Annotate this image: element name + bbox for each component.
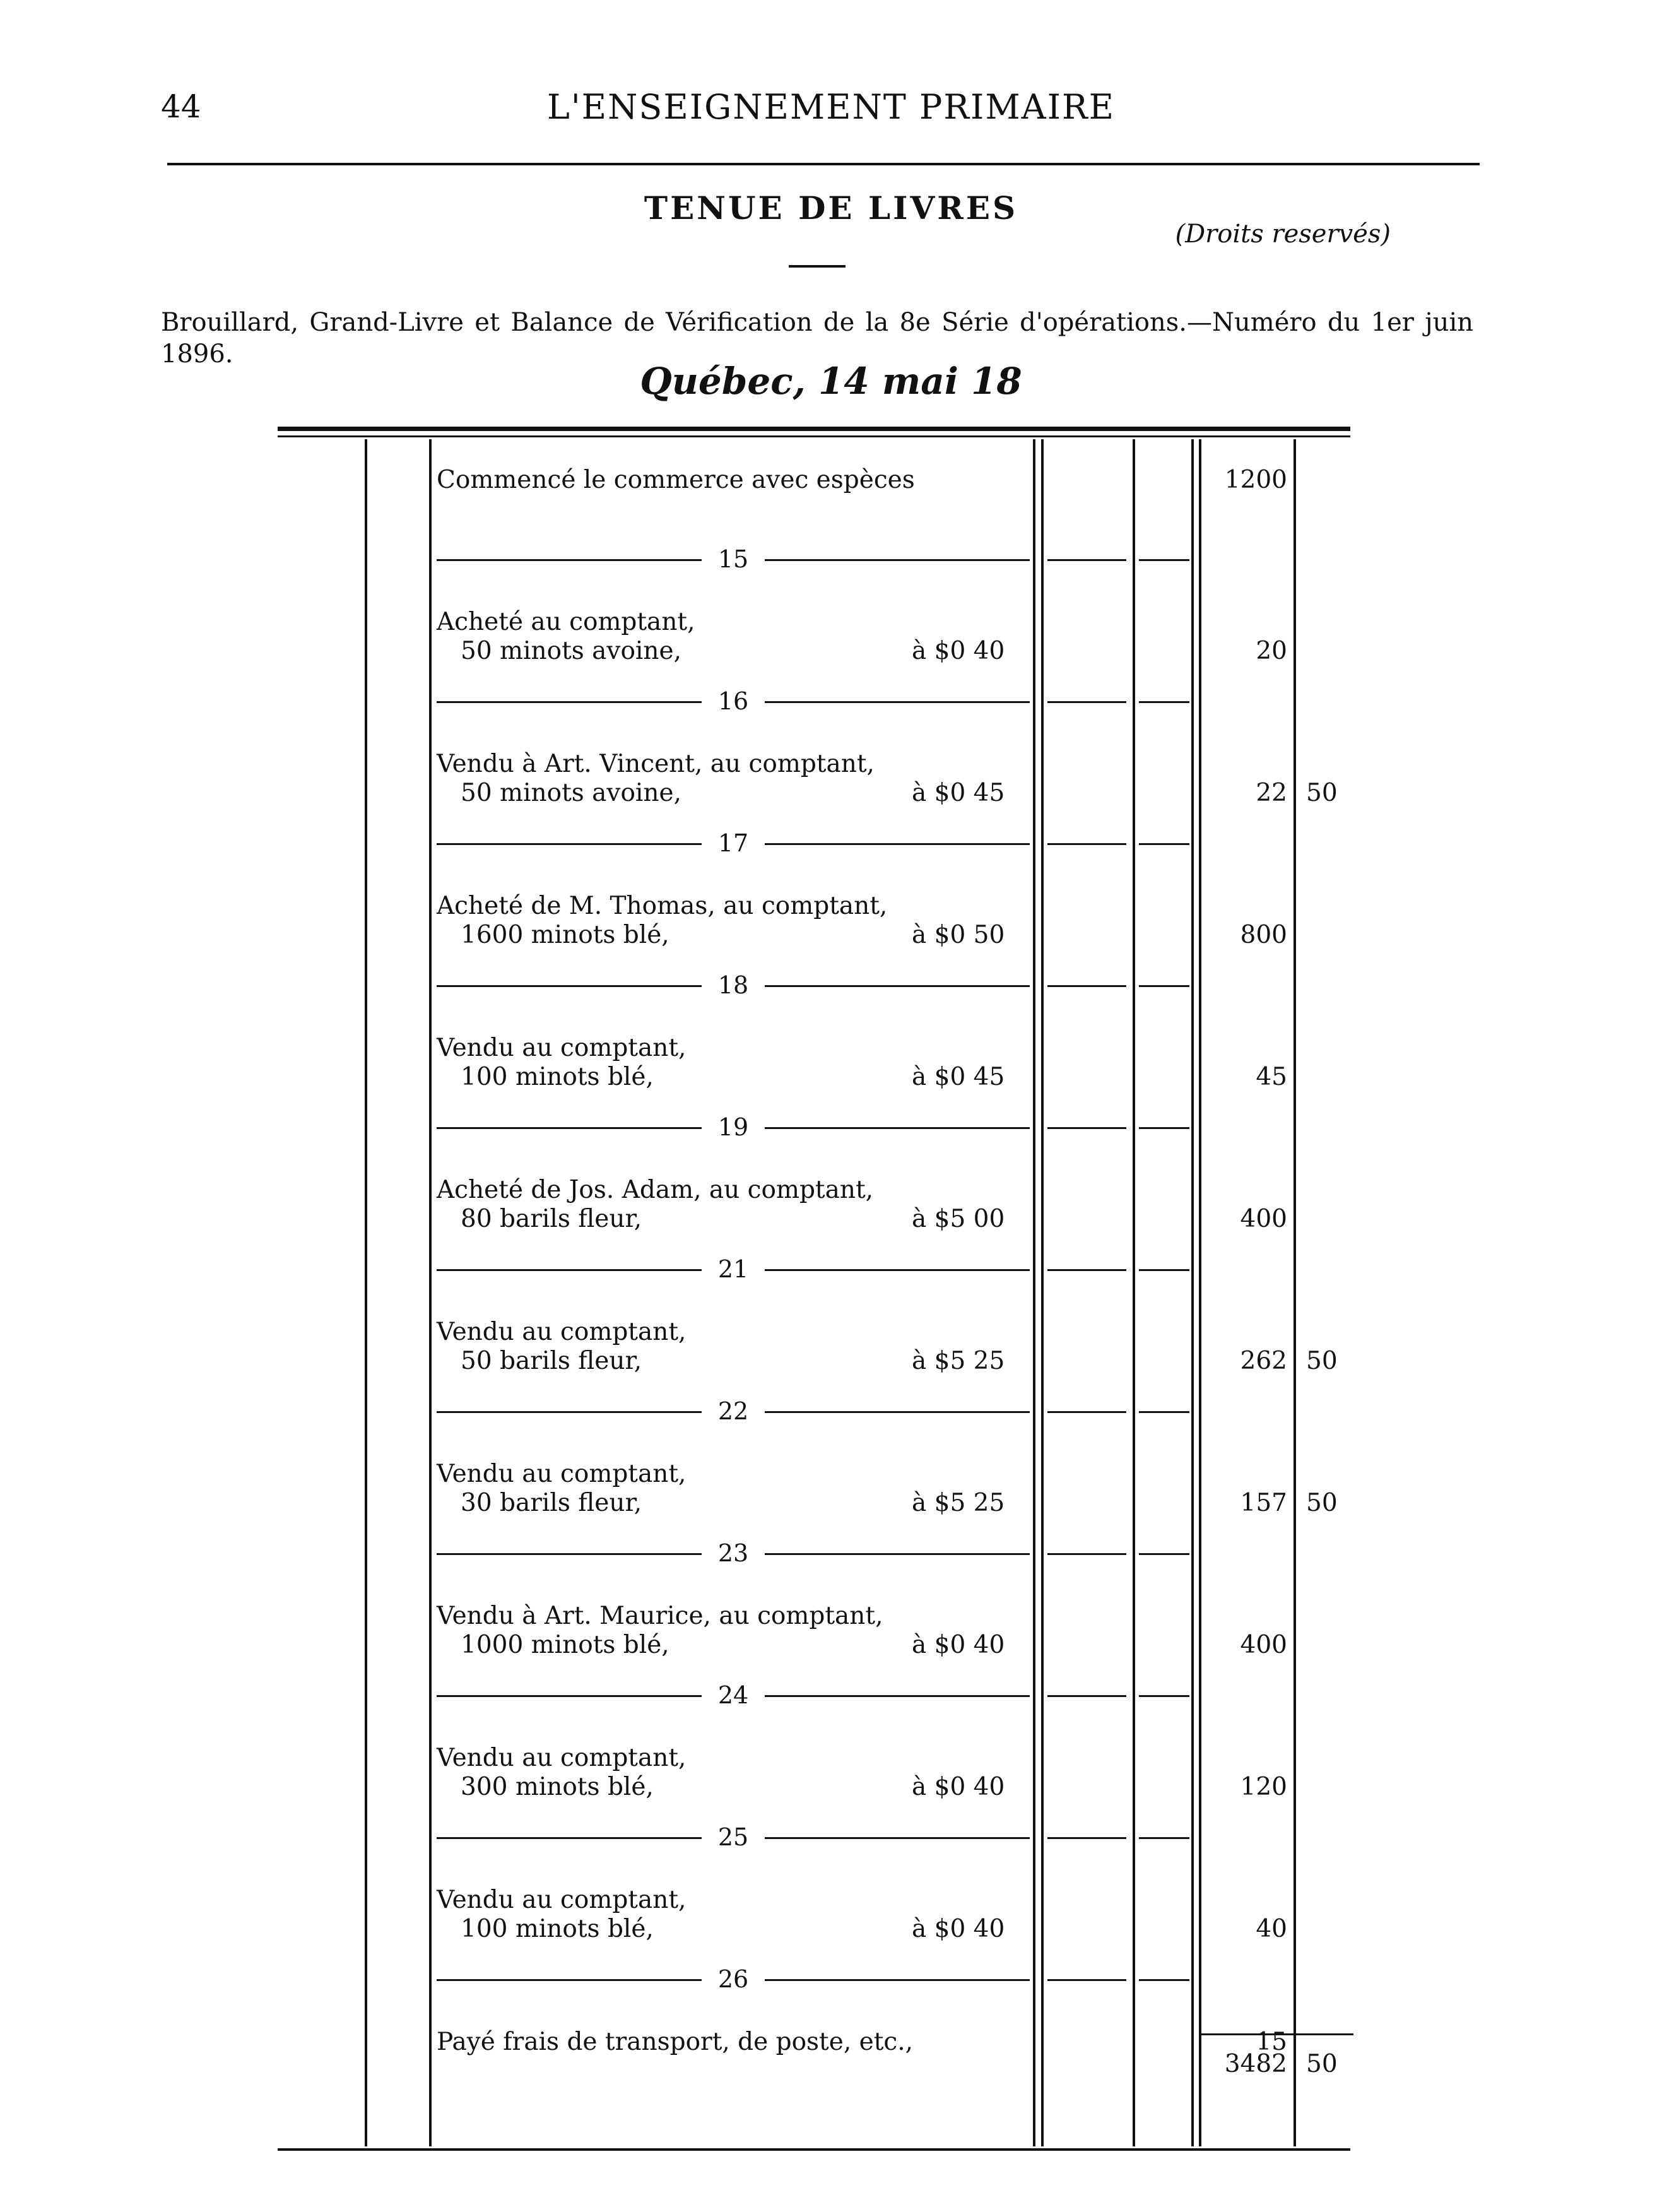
entry-description — [437, 892, 887, 950]
entry-amount: 45 — [1256, 1063, 1287, 1091]
entry-amount: 400 — [1240, 1631, 1287, 1659]
day-label: 22 — [717, 1397, 749, 1425]
day-separator — [437, 1823, 1030, 1852]
entry-description — [437, 608, 695, 666]
separator-dash — [765, 843, 1030, 845]
total-amount: 3482 — [1224, 2050, 1287, 2078]
column-rule — [1133, 439, 1135, 2146]
day-label: 24 — [717, 1681, 749, 1709]
separator-dash — [765, 1695, 1030, 1697]
column-rule — [1041, 439, 1044, 2146]
entry-rate: à $0 45 — [912, 1063, 1005, 1091]
entry-description-line: 50 minots avoine, — [461, 637, 681, 665]
separator-dash — [1139, 985, 1189, 987]
column-rule — [1191, 439, 1194, 2146]
entry-description-line: 100 minots blé, — [461, 1915, 654, 1943]
separator-dash — [765, 985, 1030, 987]
entry-description — [437, 1744, 686, 1802]
day-label: 21 — [717, 1255, 749, 1283]
day-separator — [437, 687, 1030, 716]
entry-rate: à $5 00 — [912, 1205, 1005, 1233]
entry-rate: à $0 40 — [912, 1631, 1005, 1659]
day-separator — [437, 829, 1030, 858]
entry-description-line: Vendu à Art. Vincent, au comptant, — [437, 750, 875, 778]
separator-dash — [765, 1553, 1030, 1555]
entry-amount: 400 — [1240, 1205, 1287, 1233]
entry-description-line: Vendu au comptant, — [437, 1460, 687, 1488]
separator-dash — [1047, 1695, 1126, 1697]
separator-dash — [765, 701, 1030, 703]
day-separator — [437, 1397, 1030, 1426]
entry-description-line: Vendu au comptant, — [437, 1886, 687, 1914]
entry-description-line: Acheté de M. Thomas, au comptant, — [437, 892, 888, 920]
entry-amount: 157 — [1240, 1489, 1287, 1517]
day-separator — [437, 1113, 1030, 1142]
separator-dash — [1047, 1127, 1126, 1129]
entry-cents: 50 — [1306, 779, 1338, 807]
entry-description — [437, 1318, 686, 1376]
rights-note: (Droits reservés) — [1175, 220, 1391, 249]
entry-description — [437, 1886, 686, 1944]
entry-description — [437, 1176, 873, 1234]
day-separator — [437, 1681, 1030, 1710]
entry-amount: 40 — [1256, 1915, 1287, 1943]
day-label: 23 — [717, 1539, 749, 1567]
column-rule — [429, 439, 432, 2146]
table-bottom-rule — [278, 2148, 1350, 2151]
entry-description-line: 30 barils fleur, — [461, 1489, 642, 1517]
separator-dash — [1139, 1695, 1189, 1697]
total-cents: 50 — [1306, 2050, 1338, 2078]
entry-description — [437, 1460, 686, 1518]
separator-dash — [1139, 1269, 1189, 1271]
separator-dash — [765, 559, 1030, 561]
separator-dash — [765, 1269, 1030, 1271]
separator-dash — [1139, 1553, 1189, 1555]
separator-dash — [1047, 701, 1126, 703]
entry-description-line: 300 minots blé, — [461, 1773, 654, 1801]
page-number: 44 — [161, 88, 201, 125]
section-title: TENUE DE LIVRES — [644, 189, 1018, 227]
day-separator — [437, 1255, 1030, 1284]
entry-amount: 15 — [1256, 2028, 1287, 2056]
entry-description — [437, 2028, 913, 2057]
entry-description-line: 50 barils fleur, — [461, 1347, 642, 1375]
separator-dash — [1139, 559, 1189, 561]
entry-rate: à $0 40 — [912, 637, 1005, 665]
separator-dash — [1047, 1411, 1126, 1413]
separator-dash — [1047, 1269, 1126, 1271]
entry-rate: à $5 25 — [912, 1489, 1005, 1517]
separator-dash — [765, 1411, 1030, 1413]
day-separator — [437, 1965, 1030, 1994]
entry-rate: à $0 50 — [912, 921, 1005, 949]
running-head: L'ENSEIGNEMENT PRIMAIRE — [546, 87, 1116, 127]
separator-dash — [1047, 1837, 1126, 1839]
entry-description — [437, 466, 915, 495]
entry-amount: 22 — [1256, 779, 1287, 807]
separator-dash — [1139, 701, 1189, 703]
table-top-rule — [278, 427, 1350, 431]
separator-dash — [765, 1979, 1030, 1981]
entry-description — [437, 750, 875, 808]
entry-description-line: 50 minots avoine, — [461, 779, 681, 807]
entry-description-line: 80 barils fleur, — [461, 1205, 642, 1233]
separator-dash — [1047, 559, 1126, 561]
entry-cents: 50 — [1306, 1347, 1338, 1375]
day-label: 17 — [717, 829, 749, 857]
day-separator — [437, 971, 1030, 1000]
separator-dash — [1047, 1979, 1126, 1981]
day-separator — [437, 1539, 1030, 1568]
entry-amount: 1200 — [1224, 466, 1287, 494]
separator-dash — [765, 1127, 1030, 1129]
day-label: 16 — [717, 687, 749, 715]
column-rule — [1294, 439, 1296, 2146]
entry-description-line: Acheté de Jos. Adam, au comptant, — [437, 1176, 874, 1204]
separator-dash — [1047, 985, 1126, 987]
day-label: 25 — [717, 1823, 749, 1851]
entry-amount: 262 — [1240, 1347, 1287, 1375]
place-date: Québec, 14 mai 18 — [640, 360, 1022, 403]
entry-rate: à $0 40 — [912, 1915, 1005, 1943]
day-separator — [437, 545, 1030, 574]
entry-amount: 800 — [1240, 921, 1287, 949]
separator-dash — [1139, 843, 1189, 845]
entry-description-line: Payé frais de transport, de poste, etc., — [437, 2028, 913, 2056]
entry-description-line: Vendu au comptant, — [437, 1744, 687, 1772]
entry-description-line: 100 minots blé, — [461, 1063, 654, 1091]
entry-amount: 120 — [1240, 1773, 1287, 1801]
entry-description-line: Commencé le commerce avec espèces — [437, 466, 915, 494]
separator-dash — [1139, 1979, 1189, 1981]
entry-description-line: Vendu à Art. Maurice, au comptant, — [437, 1602, 883, 1630]
intro-paragraph: Brouillard, Grand-Livre et Balance de Vérification de la 8e Série d'opérations.—Numéro du 1er juin 1896. — [161, 308, 1473, 369]
column-rule — [365, 439, 367, 2146]
day-label: 26 — [717, 1965, 749, 1993]
entry-rate: à $0 45 — [912, 779, 1005, 807]
entry-rate: à $0 40 — [912, 1773, 1005, 1801]
separator-dash — [1047, 1553, 1126, 1555]
separator-dash — [1047, 843, 1126, 845]
day-label: 19 — [717, 1113, 749, 1141]
day-label: 15 — [717, 545, 749, 573]
day-label: 18 — [717, 971, 749, 999]
entry-description-line: Vendu au comptant, — [437, 1034, 687, 1062]
entry-description-line: Vendu au comptant, — [437, 1318, 687, 1346]
separator-dash — [1139, 1837, 1189, 1839]
separator-dash — [1139, 1127, 1189, 1129]
entry-rate: à $5 25 — [912, 1347, 1005, 1375]
entry-amount: 20 — [1256, 637, 1287, 665]
separator-dash — [765, 1837, 1030, 1839]
column-rule — [1033, 439, 1035, 2146]
entry-description — [437, 1034, 686, 1092]
column-rule — [1199, 439, 1201, 2146]
entry-description-line: Acheté au comptant, — [437, 608, 695, 636]
table-top-rule-thin — [278, 435, 1350, 437]
entry-description-line: 1600 minots blé, — [461, 921, 669, 949]
entry-cents: 50 — [1306, 1489, 1338, 1517]
entry-description-line: 1000 minots blé, — [461, 1631, 669, 1659]
entry-description — [437, 1602, 883, 1660]
separator-dash — [1139, 1411, 1189, 1413]
